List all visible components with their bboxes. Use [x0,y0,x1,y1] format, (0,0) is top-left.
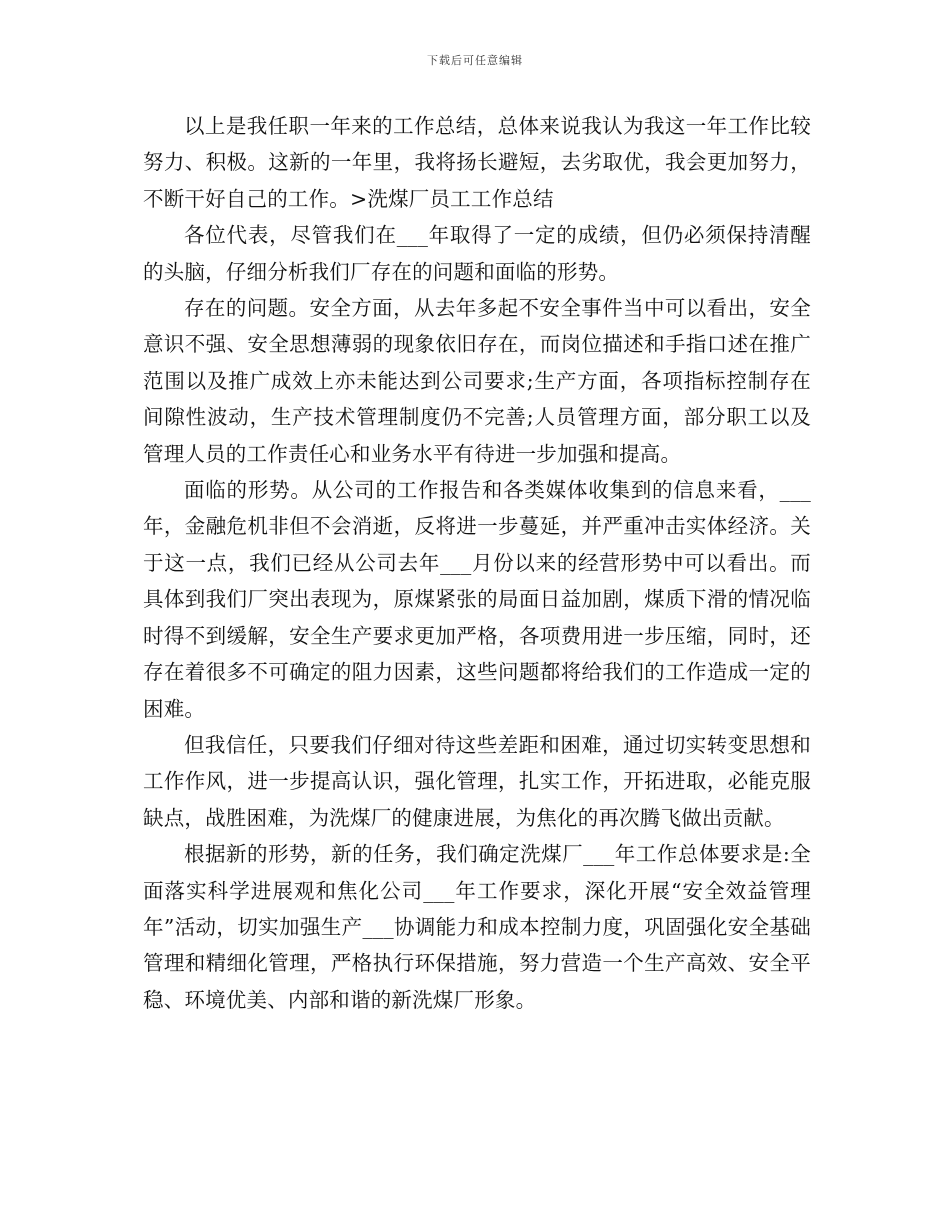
document-body [143,108,811,1018]
paragraph-address: 各位代表，尽管我们在___年取得了一定的成绩，但仍必须保持清醒的头脑，仔细分析我们厂存在的问题和面临的形势。 [143,223,811,284]
page-header-note: 下载后可任意编辑 [427,54,523,67]
paragraph-problems: 存在的问题。安全方面，从去年多起不安全事件当中可以看出，安全意识不强、安全思想薄弱的现象依旧存在，而岗位描述和手指口述在推广范围以及推广成效上亦未能达到公司要求;生产方面，各项指标控制存在间隙性波动，生产技术管理制度仍不完善;人员管理方面，部分职工以及管理人员的工作责任心和业务水平有待进一步加强和提高。 [143,296,811,466]
paragraph-situation: 面临的形势。从公司的工作报告和各类媒体收集到的信息来看，___年，金融危机非但不会消逝，反将进一步蔓延，并严重冲击实体经济。关于这一点，我们已经从公司去年___月份以来的经营形势中可以看出。而具体到我们厂突出表现为，原煤紧张的局面日益加剧，煤质下滑的情况临时得不到缓解，安全生产要求更加严格，各项费用进一步压缩，同时，还存在着很多不可确定的阻力因素，这些问题都将给我们的工作造成一定的困难。 [143,478,811,721]
paragraph-requirements: 根据新的形势，新的任务，我们确定洗煤厂___年工作总体要求是:全面落实科学进展观和焦化公司___年工作要求，深化开展“安全效益管理年”活动，切实加强生产___协调能力和成本控制力度，巩固强化安全基础管理和精细化管理，严格执行环保措施，努力营造一个生产高效、安全平稳、环境优美、内部和谐的新洗煤厂形象。 [143,842,811,1012]
paragraph-summary: 以上是我任职一年来的工作总结，总体来说我认为我这一年工作比较努力、积极。这新的一年里，我将扬长避短，去劣取优，我会更加努力，不断干好自己的工作。>洗煤厂员工工作总结 [143,114,811,211]
paragraph-confidence: 但我信任，只要我们仔细对待这些差距和困难，通过切实转变思想和工作作风，进一步提高认识，强化管理，扎实工作，开拓进取，必能克服缺点，战胜困难，为洗煤厂的健康进展，为焦化的再次腾飞做出贡献。 [143,732,811,830]
